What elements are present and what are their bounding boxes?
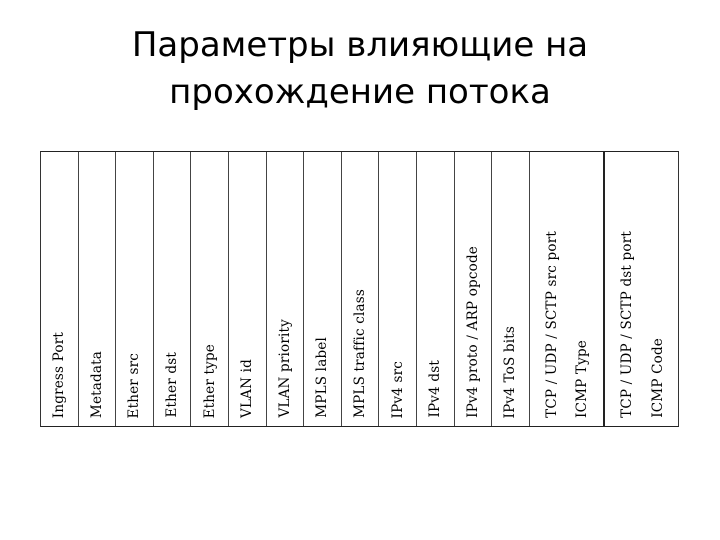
field-label: ICMP Type bbox=[574, 340, 591, 418]
field-column bbox=[41, 152, 79, 426]
field-column bbox=[455, 152, 493, 426]
field-column bbox=[417, 152, 455, 426]
field-column bbox=[492, 152, 530, 426]
field-column bbox=[342, 152, 380, 426]
field-column bbox=[79, 152, 117, 426]
field-label: Ether dst bbox=[164, 352, 181, 418]
slide-title bbox=[0, 22, 720, 116]
title-line-2: прохождение потока bbox=[169, 72, 551, 112]
field-column bbox=[154, 152, 192, 426]
field-label: TCP / UDP / SCTP src port bbox=[543, 231, 560, 418]
field-label: Ether type bbox=[201, 343, 218, 418]
field-label: VLAN priority bbox=[276, 319, 293, 418]
field-column bbox=[267, 152, 305, 426]
field-label: TCP / UDP / SCTP dst port bbox=[618, 231, 635, 418]
match-fields-table bbox=[40, 151, 679, 427]
title-line-1: Параметры влияющие на bbox=[131, 25, 589, 65]
field-column-dst-port bbox=[605, 152, 678, 426]
field-label: Ingress Port bbox=[51, 331, 68, 418]
field-column bbox=[191, 152, 229, 426]
field-label: IPv4 ToS bits bbox=[502, 325, 519, 418]
field-label: MPLS label bbox=[314, 337, 331, 418]
field-column bbox=[379, 152, 417, 426]
field-column bbox=[304, 152, 342, 426]
field-label: MPLS traffic class bbox=[352, 289, 369, 418]
field-label: IPv4 proto / ARP opcode bbox=[464, 246, 481, 418]
field-column-src-port bbox=[530, 152, 605, 426]
field-label: Ether src bbox=[126, 352, 143, 418]
field-label: IPv4 dst bbox=[427, 360, 444, 418]
field-label: VLAN id bbox=[239, 359, 256, 418]
field-label: Metadata bbox=[88, 350, 105, 418]
field-label: ICMP Code bbox=[649, 338, 666, 418]
field-column bbox=[229, 152, 267, 426]
field-label: IPv4 src bbox=[389, 360, 406, 418]
field-column bbox=[116, 152, 154, 426]
